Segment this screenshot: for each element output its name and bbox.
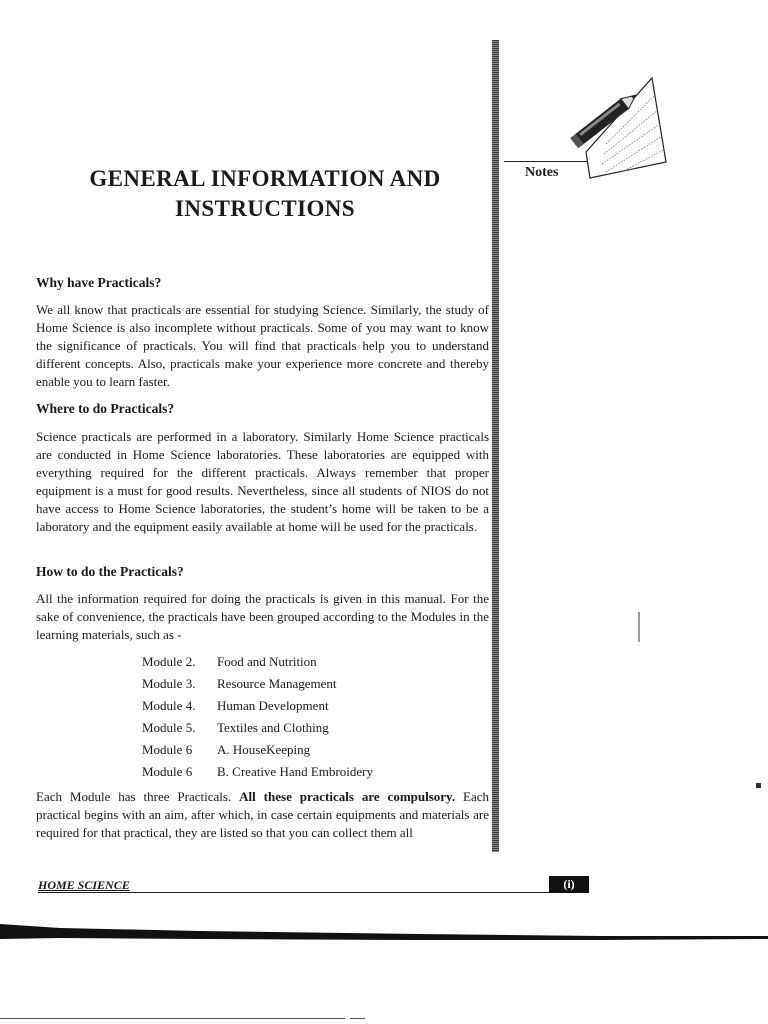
list-item xyxy=(142,739,373,761)
page-title-line-2: INSTRUCTIONS xyxy=(175,196,355,221)
module-list xyxy=(142,651,373,783)
module-number: Module 4. xyxy=(142,698,196,713)
module-name: Textiles and Clothing xyxy=(217,720,329,735)
module-number: Module 3. xyxy=(142,676,196,691)
list-item xyxy=(142,695,373,717)
closing-emphasis: All these practicals are compulsory. xyxy=(239,789,456,804)
paragraph-closing xyxy=(36,788,489,842)
notes-label: Notes xyxy=(525,165,559,180)
paragraph-how: All the information required for doing the practicals is given in this manual. For the sake of convenience, the practicals have been grouped according to the Modules in the learning materials, such as - xyxy=(36,591,489,642)
module-name: Food and Nutrition xyxy=(217,654,317,669)
closing-tail: Each practical begins with an aim, after which, in case certain equipments and materials are required for that practical, they are listed so that you can collect them all xyxy=(36,789,490,840)
page-number: (i) xyxy=(549,876,589,893)
module-number: Module 6 xyxy=(142,742,193,757)
scan-speck xyxy=(638,612,640,642)
scan-speck xyxy=(756,783,761,788)
bottom-rule xyxy=(0,1018,345,1019)
list-item xyxy=(142,673,373,695)
footer-rule xyxy=(38,892,552,893)
module-name: A. HouseKeeping xyxy=(217,742,311,757)
paragraph-why: We all know that practicals are essential for studying Science. Similarly, the study of Home Science is also incomplete without practicals. Some of you may want to know the significance of practicals. You will find that practicals help you to understand different concepts. Also, practicals make your experience more concrete and thereby enable you to learn faster. xyxy=(36,302,489,389)
section-heading-how: How to do the Practicals? xyxy=(36,564,184,579)
module-name: B. Creative Hand Embroidery xyxy=(217,764,373,779)
module-number: Module 2. xyxy=(142,654,196,669)
page-title xyxy=(40,164,490,224)
module-number: Module 5. xyxy=(142,720,196,735)
footer-subject: HOME SCIENCE xyxy=(38,878,130,892)
module-name: Human Development xyxy=(217,698,329,713)
section-heading-why: Why have Practicals? xyxy=(36,275,162,290)
list-item xyxy=(142,717,373,739)
list-item xyxy=(142,651,373,673)
closing-lead: Each Module has three Practicals. xyxy=(36,789,240,804)
list-item xyxy=(142,761,373,783)
page-title-line-1: GENERAL INFORMATION AND xyxy=(89,166,441,191)
scan-edge-band xyxy=(0,922,768,952)
paragraph-where: Science practicals are performed in a laboratory. Similarly Home Science practicals are conducted in Home Science laboratories. These laboratories are equipped with everything required for the different practicals. Always remember that proper equipment is a must for good results. Nevertheless, since all students of NIOS do not have access to Home Science laboratories, the student’s home will be taken to be a laboratory and the equipment easily available at home will be used for the practicals. xyxy=(36,429,489,534)
pencil-notepad-icon xyxy=(566,74,670,182)
bottom-rule-segment xyxy=(350,1018,365,1019)
margin-rule xyxy=(492,40,499,852)
module-number: Module 6 xyxy=(142,764,193,779)
section-heading-where: Where to do Practicals? xyxy=(36,401,175,416)
module-name: Resource Management xyxy=(217,676,337,691)
